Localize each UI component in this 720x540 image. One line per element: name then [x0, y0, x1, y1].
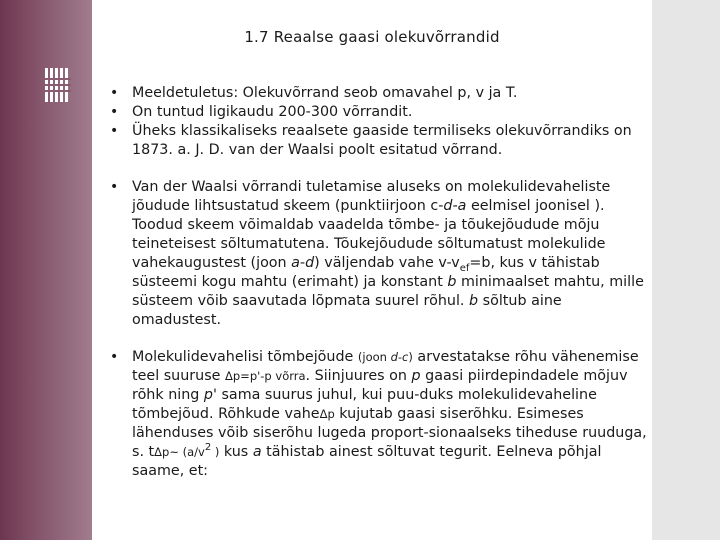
text-run: eelmisel joonisel ). Toodud skeem võimaldab vaadelda tõmbe- ja tõukejõudude mõju teineteisest sõltumatutena. Tõukejõudude sõltumatust molekulide vahekaugustest (joon — [132, 198, 606, 271]
text-run: sõltub aine omadustest. — [132, 293, 562, 328]
text-run-italic: d-c — [390, 350, 409, 364]
text-run: kus — [219, 444, 253, 460]
text-run-italic: d-a — [443, 198, 467, 214]
text-run: Molekulidevahelisi tõmbejõude — [132, 349, 358, 365]
right-decorative-band — [652, 0, 720, 540]
text-run: ) väljendab vahe v-v — [314, 255, 460, 271]
bullet-item-van-der-waals-derivation — [110, 178, 650, 330]
text-run: tähistab ainest sõltuvat tegurit. Eelneva põhjal saame, et: — [132, 444, 602, 479]
text-run-italic: p' — [203, 387, 217, 403]
text-run: sama suurus juhul, kui puu-duks molekulidevaheline tõmbejõud. Rõhkude vahe — [132, 387, 597, 422]
text-run: võrra — [271, 369, 306, 383]
formula-run: ) — [211, 445, 220, 459]
text-run: arvestatakse rõhu vähenemise teel suuruse — [132, 349, 639, 384]
text-run: gaasi piirdepindadele mõjuv rõhk ning — [132, 368, 628, 403]
slide-title: 1.7 Reaalse gaasi olekuvõrrandid — [244, 28, 500, 46]
formula-run: Δp — [319, 407, 335, 421]
text-run: minimaalset mahtu, mille süsteem võib saavutada lõpmata suurel rõhul. — [132, 274, 644, 309]
subscript: ef — [459, 262, 470, 274]
formula-run: Δp~ (a/v — [154, 445, 205, 459]
text-run-italic: p — [411, 368, 421, 384]
bullet-item-attraction-forces — [110, 348, 650, 481]
bullet-item: • Üheks klassikaliseks reaalsete gaaside termiliseks olekuvõrrandiks on 1873. a. J. D. van der Waalsi poolt esitatud võrrand. — [110, 122, 650, 160]
bullet-item: • On tuntud ligikaudu 200-300 võrrandit. — [110, 103, 650, 122]
formula-run: Δp=p'-p — [225, 369, 272, 383]
text-run-italic: a-d — [291, 255, 315, 271]
text-run: kujutab gaasi siserõhku. Esimeses lähenduses võib siserõhu lugeda proport-sionaalseks tiheduse ruuduga, s. t — [132, 406, 647, 460]
text-run-italic: a — [252, 444, 262, 460]
text-run: (joon — [357, 350, 391, 364]
superscript: 2 — [204, 442, 212, 454]
text-run-italic: b — [469, 293, 479, 309]
text-run: ) — [408, 350, 413, 364]
text-run: . Siinjuures on — [305, 368, 412, 384]
text-run: Van der Waalsi võrrandi tuletamise aluseks on molekulidevaheliste jõudude lihtsustatud skeem (punktiirjoon c- — [132, 179, 611, 214]
bullet-item: • Meeldetuletus: Olekuvõrrand seob omavahel p, v ja T. — [110, 84, 650, 103]
text-run-italic: b — [447, 274, 457, 290]
striped-logo-icon — [45, 68, 71, 102]
text-run: =b, kus v tähistab süsteemi kogu mahtu (erimaht) ja konstant — [132, 255, 600, 290]
bullet-list — [110, 84, 650, 481]
